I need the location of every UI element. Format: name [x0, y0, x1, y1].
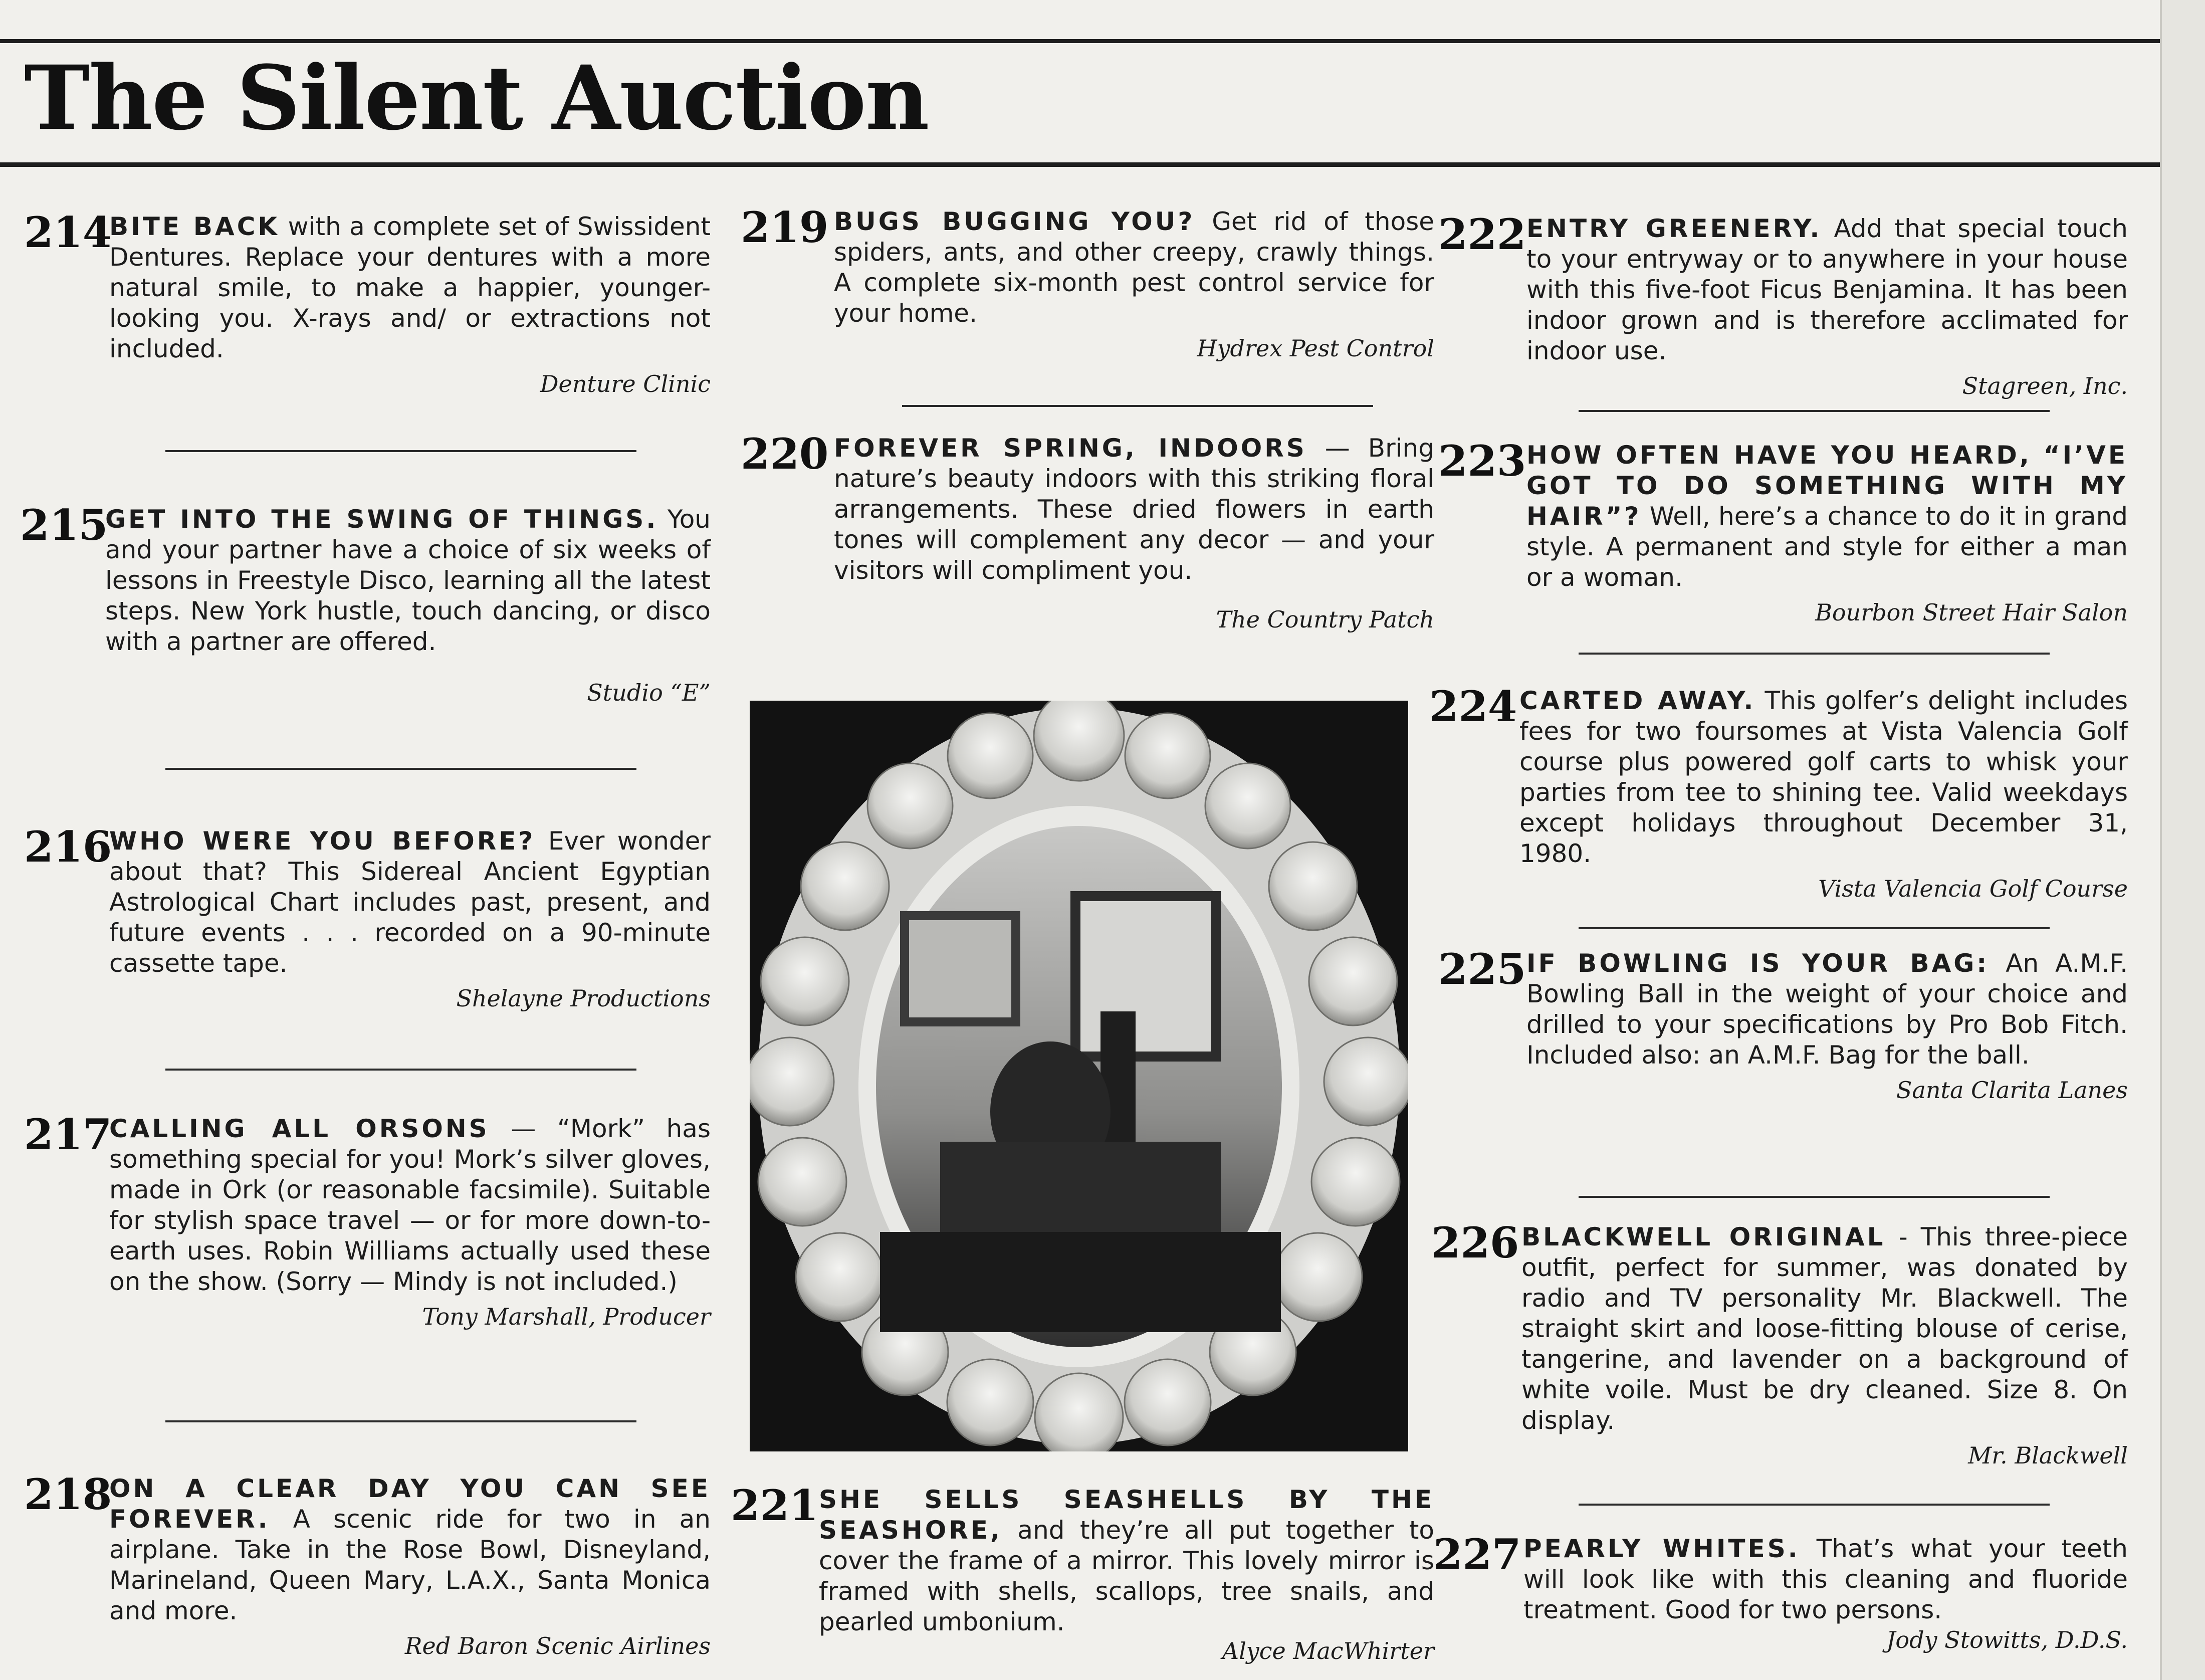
item-heading: GET INTO THE SWING OF THINGS. — [105, 505, 658, 534]
item-donor: Bourbon Street Hair Salon — [1815, 599, 2128, 626]
item-number: 216 — [24, 822, 112, 872]
item-description: Well, here’s a chance to do it in grand style. A permanent and style for either a man or a woman. — [1526, 502, 2128, 592]
item-donor: Jody Stowitts, D.D.S. — [1886, 1626, 2128, 1653]
auction-item-224 — [1429, 682, 2128, 902]
auction-item-216 — [24, 822, 711, 1012]
item-donor: Red Baron Scenic Airlines — [404, 1632, 711, 1659]
item-number: 217 — [24, 1110, 112, 1159]
auction-item-222 — [1438, 209, 2128, 399]
item-description: You and your partner have a choice of six weeks of lessons in Freestyle Disco, learning all the latest steps. New York hustle, touch dancing, or disco with a partner are offered. — [105, 505, 711, 656]
separator — [1579, 1196, 2050, 1198]
auction-item-227 — [1433, 1530, 2128, 1653]
auction-item-221 — [731, 1481, 1434, 1664]
item-heading: CARTED AWAY. — [1519, 686, 1756, 715]
item-heading: ON A CLEAR DAY YOU CAN SEE FOREVER. — [109, 1474, 711, 1534]
item-number: 222 — [1438, 209, 1526, 259]
auction-item-225 — [1438, 944, 2128, 1104]
separator — [165, 450, 636, 452]
item-heading: CALLING ALL ORSONS — [109, 1114, 490, 1143]
seashell-mirror-image — [750, 701, 1408, 1451]
item-donor: Studio “E” — [587, 679, 711, 706]
item-heading: SHE SELLS SEASHELLS BY THE SEASHORE, — [819, 1485, 1434, 1545]
item-donor: Mr. Blackwell — [1968, 1442, 2128, 1469]
item-donor: Vista Valencia Golf Course — [1818, 875, 2128, 902]
top-rule — [0, 39, 2205, 43]
item-description: Add that special touch to your entryway or to anywhere in your house with this five-foot Ficus Benjamina. It has been indoor grown and is therefore acclimated for indoor use. — [1526, 214, 2128, 365]
auction-item-220 — [741, 429, 1434, 633]
item-number: 215 — [20, 500, 108, 550]
adjacent-page-edge — [2160, 0, 2205, 1680]
item-heading: ENTRY GREENERY. — [1526, 214, 1822, 243]
item-number: 227 — [1433, 1530, 1521, 1579]
item-number: 226 — [1431, 1218, 1519, 1268]
item-description: This golfer’s delight includes fees for two foursomes at Vista Valencia Golf course plus powered golf carts to whisk your parties from tee to shining tee. Valid weekdays except holidays throughout December 31, 1980. — [1519, 686, 2128, 868]
separator — [1579, 410, 2050, 412]
auction-item-223 — [1438, 436, 2128, 626]
item-donor: Stagreen, Inc. — [1962, 372, 2128, 399]
item-heading: IF BOWLING IS YOUR BAG: — [1526, 949, 1990, 978]
item-heading: PEARLY WHITES. — [1523, 1534, 1800, 1563]
item-description: and they’re all put together to cover the frame of a mirror. This lovely mirror is framed with shells, scallops, tree snails, and pearled umbonium. — [819, 1516, 1434, 1636]
auction-item-219 — [741, 202, 1435, 362]
separator — [1579, 653, 2050, 655]
item-number: 223 — [1438, 436, 1526, 486]
separator — [165, 768, 636, 770]
page-title: The Silent Auction — [24, 46, 929, 150]
item-heading: HOW OFTEN HAVE YOU HEARD, “I’VE GOT TO DO SOMETHING WITH MY HAIR”? — [1526, 441, 2128, 531]
item-heading: BUGS BUGGING YOU? — [834, 207, 1195, 236]
item-number: 218 — [24, 1469, 112, 1519]
item-description: - This three-piece outfit, perfect for summer, was donated by radio and TV personality Mr. Blackwell. The straight skirt and loose-fitting blouse of cerise, tangerine, and lavender on a background of white voile. Must be dry cleaned. Size 8. On display. — [1521, 1222, 2128, 1435]
item-description: An A.M.F. Bowling Ball in the weight of your choice and drilled to your specifications by Pro Bob Fitch. Included also: an A.M.F. Bag for the ball. — [1526, 949, 2128, 1070]
auction-item-217 — [24, 1110, 711, 1330]
item-number: 224 — [1429, 682, 1517, 731]
item-description: Get rid of those spiders, ants, and other creepy, crawly things. A complete six-month pest control service for your home. — [834, 207, 1435, 328]
item-number: 225 — [1438, 944, 1526, 994]
item-donor: Santa Clarita Lanes — [1896, 1077, 2128, 1104]
item-description: — “Mork” has something special for you! Mork’s silver gloves, made in Ork (or reasonable facsimile). Suitable for stylish space travel — or for more down-to-earth uses. Robin Williams actually used these on the show. (Sorry — Mindy is not included.) — [109, 1114, 711, 1296]
item-donor: Tony Marshall, Producer — [422, 1303, 711, 1330]
item-description: — Bring nature’s beauty indoors with this striking floral arrangements. These dried flowers in earth tones will complement any decor — and your visitors will compliment you. — [834, 434, 1434, 585]
title-rule — [0, 162, 2205, 167]
item-number: 220 — [741, 429, 829, 479]
item-heading: BLACKWELL ORIGINAL — [1521, 1222, 1886, 1251]
auction-item-215 — [20, 500, 711, 706]
item-description: That’s what your teeth will look like with this cleaning and fluoride treatment. Good for two persons. — [1523, 1534, 2128, 1624]
separator — [1579, 927, 2050, 929]
item-description: with a complete set of Swissident Dentures. Replace your dentures with a more natural smile, to make a happier, younger-looking you. X-rays and/ or extractions not included. — [109, 212, 711, 363]
item-number: 219 — [741, 202, 829, 252]
separator — [165, 1420, 636, 1422]
auction-item-218 — [24, 1469, 711, 1659]
item-number: 221 — [731, 1481, 819, 1530]
item-heading: BITE BACK — [109, 212, 280, 241]
item-donor: Hydrex Pest Control — [1197, 335, 1434, 362]
separator — [902, 405, 1373, 407]
item-donor: Alyce MacWhirter — [1222, 1637, 1434, 1664]
item-donor: Shelayne Productions — [456, 985, 711, 1012]
item-description: Ever wonder about that? This Sidereal Ancient Egyptian Astrological Chart includes past, present, and future events . . . recorded on a 90-minute cassette tape. — [109, 826, 711, 978]
item-heading: WHO WERE YOU BEFORE? — [109, 826, 536, 856]
item-donor: Denture Clinic — [540, 370, 711, 397]
separator — [1579, 1504, 2050, 1506]
auction-item-214 — [24, 207, 711, 397]
item-number: 214 — [24, 207, 112, 257]
item-donor: The Country Patch — [1216, 606, 1434, 633]
item-description: A scenic ride for two in an airplane. Take in the Rose Bowl, Disneyland, Marineland, Queen Mary, L.A.X., Santa Monica and more. — [109, 1505, 711, 1625]
seashell-mirror-photo — [750, 701, 1408, 1451]
auction-item-226 — [1431, 1218, 2128, 1469]
separator — [165, 1069, 636, 1071]
item-heading: FOREVER SPRING, INDOORS — [834, 434, 1307, 463]
